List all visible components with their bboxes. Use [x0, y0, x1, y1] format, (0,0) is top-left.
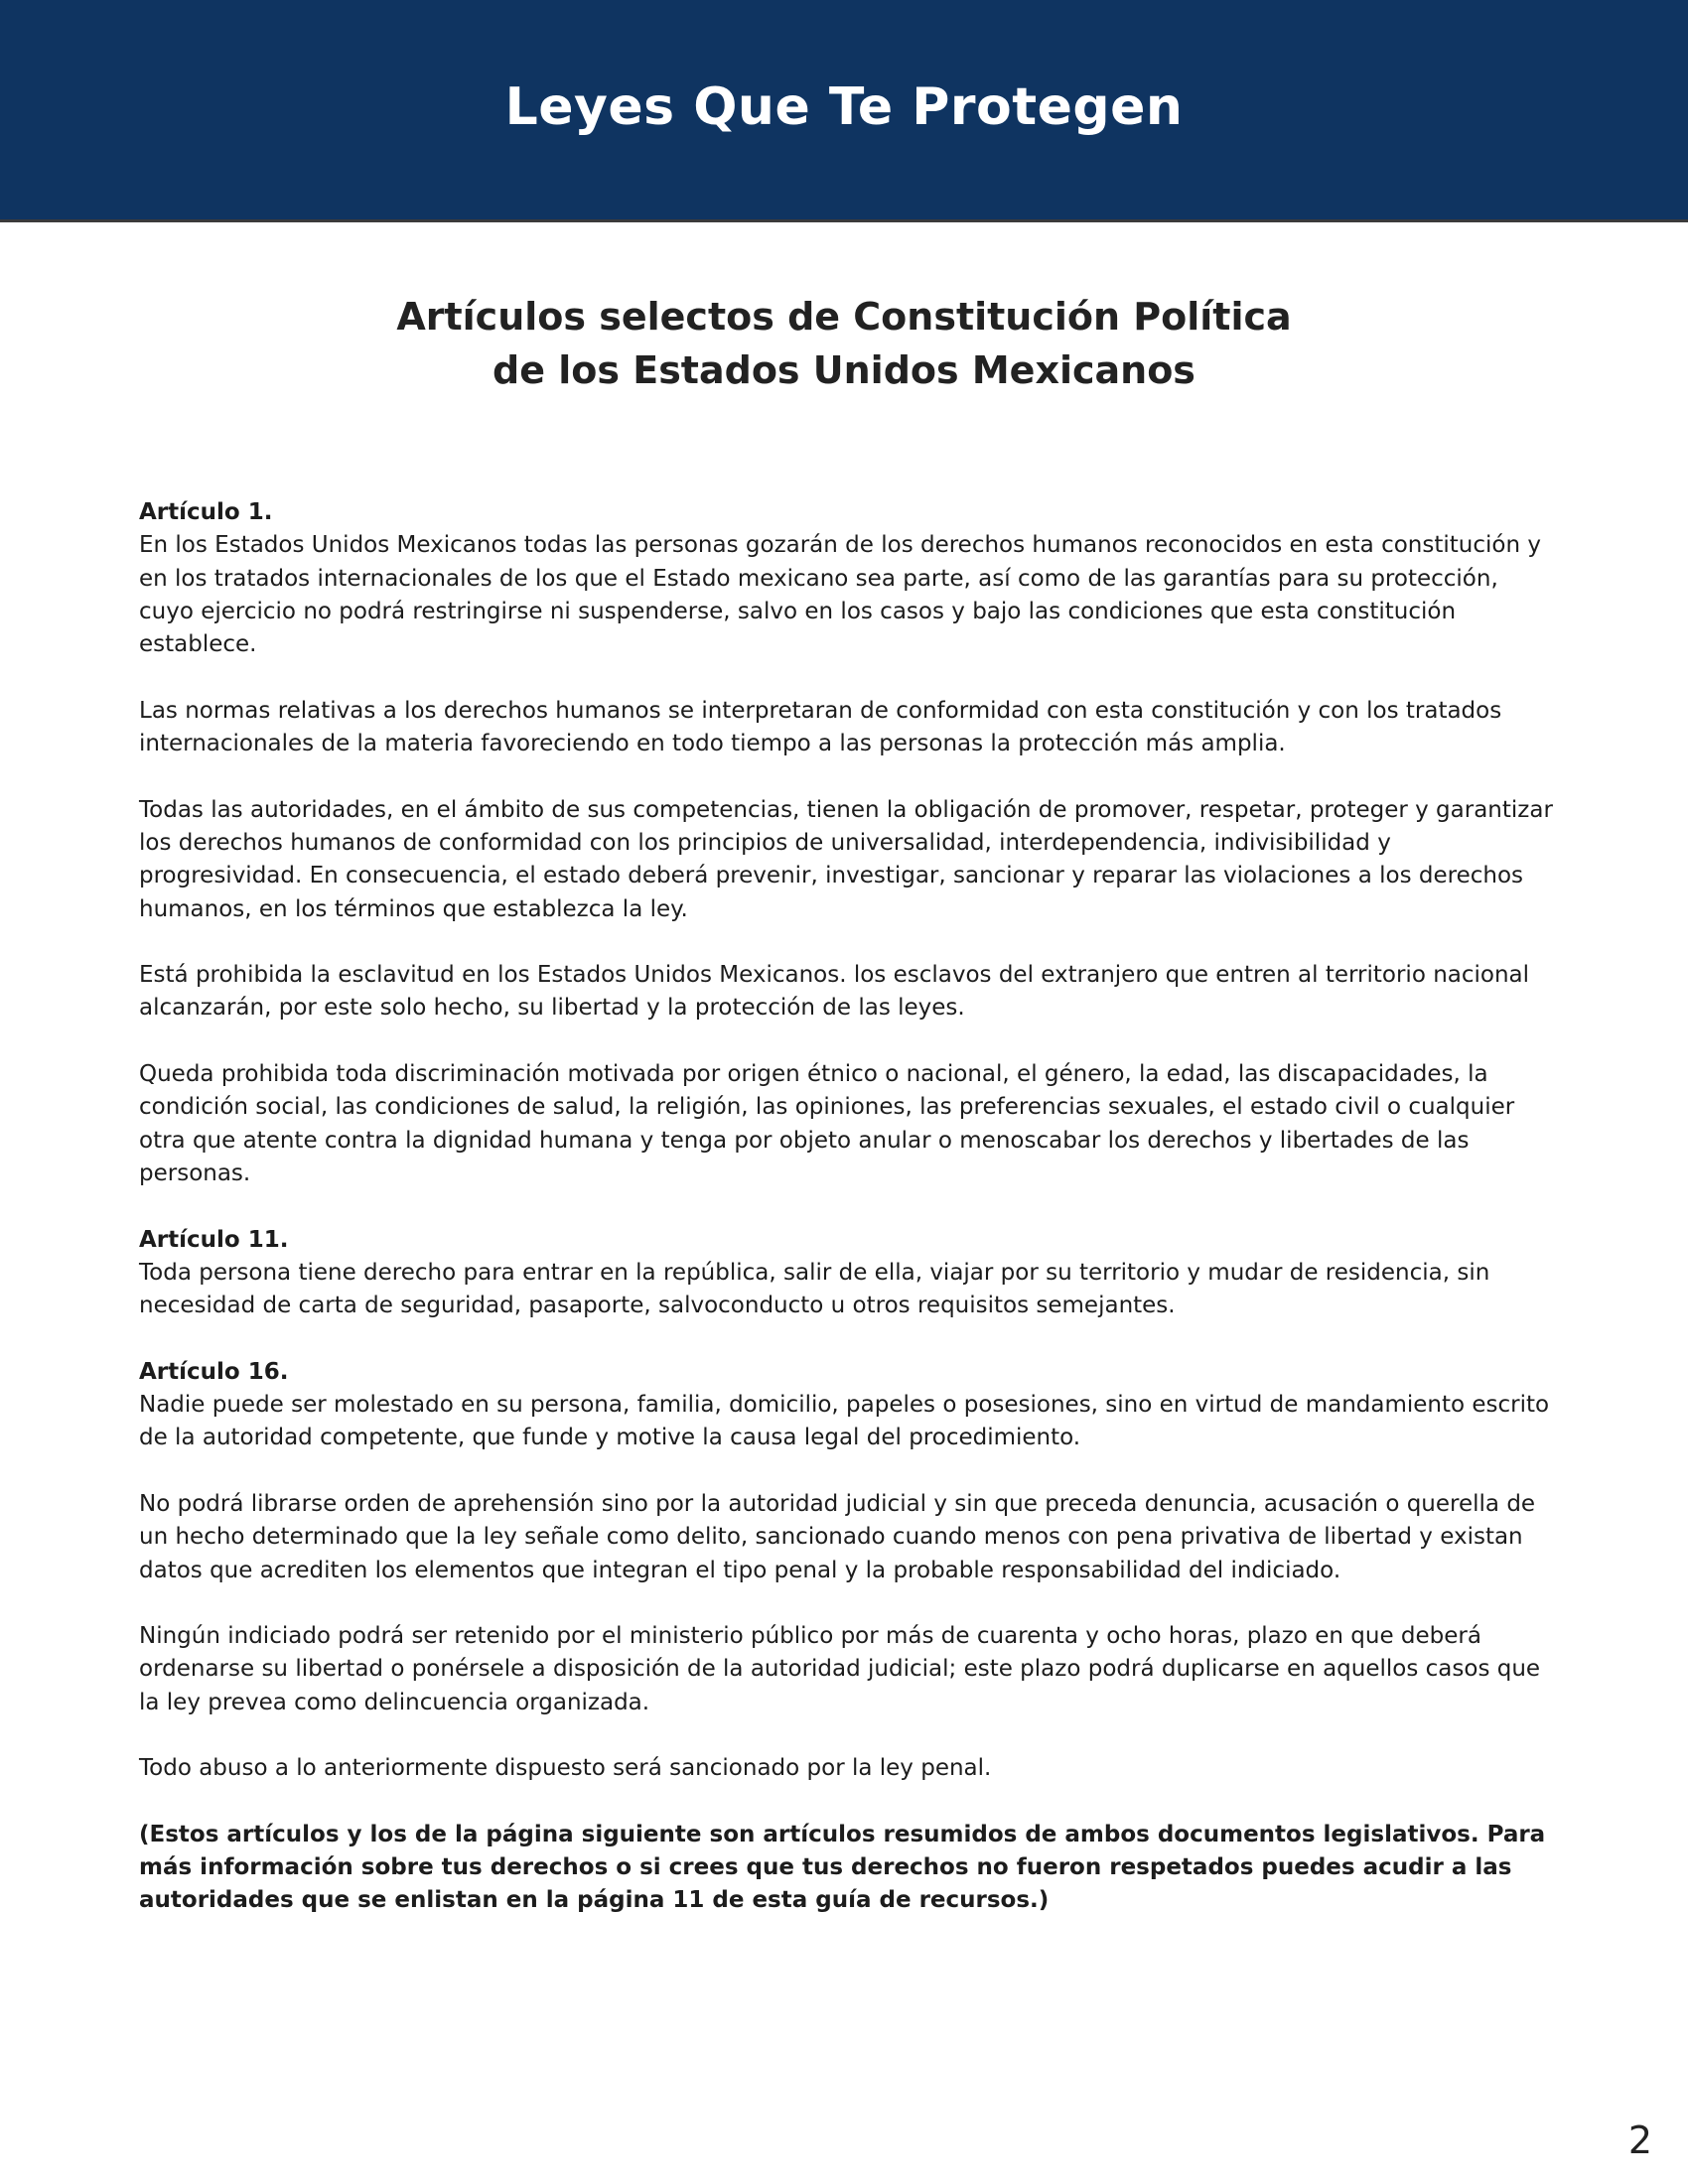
document-title-line-2: de los Estados Unidos Mexicanos — [492, 348, 1196, 392]
article-11-heading: Artículo 11. — [139, 1226, 289, 1253]
article-1-paragraph-4: Está prohibida la esclavitud en los Estados Unidos Mexicanos. los esclavos del extranjero que entren al territorio nacional alcanzarán, por este solo hecho, su libertad y la protección de las leyes. — [139, 962, 1530, 1022]
article-1-paragraph-5: Queda prohibida toda discriminación motivada por origen étnico o nacional, el género, la edad, las discapacidades, la condición social, las condiciones de salud, la religión, las opiniones, las preferencias sexuales, el estado civil o cualquier otra que atente contra la dignidad humana y tenga por objeto anular o menoscabar los derechos y libertades de las personas. — [139, 1061, 1515, 1186]
article-16-text-1: Nadie puede ser molestado en su persona, familia, domicilio, papeles o posesiones, sino en virtud de mandamiento escrito de la autoridad competente, que funde y motive la causa legal del procedimiento. — [139, 1392, 1550, 1451]
summary-note: (Estos artículos y los de la página siguiente son artículos resumidos de ambos documentos legislativos. Para más información sobre tus derechos o si crees que tus derechos no fueron respetados puedes acudir a las autoridades que se enlistan en la página 11 de esta guía de recursos.) — [139, 1821, 1546, 1914]
document-title — [0, 290, 1688, 397]
article-1-paragraph-2: Las normas relativas a los derechos humanos se interpretaran de conformidad con esta constitución y con los tratados internacionales de la materia favoreciendo en todo tiempo a las personas la protección más amplia. — [139, 697, 1502, 757]
article-11-text-1: Toda persona tiene derecho para entrar en la república, salir de ella, viajar por su territorio y mudar de residencia, sin necesidad de carta de seguridad, pasaporte, salvoconducto u otros requisitos semejantes. — [139, 1259, 1490, 1319]
article-16-paragraph-2: No podrá librarse orden de aprehensión sino por la autoridad judicial y sin que preceda denuncia, acusación o querella de un hecho determinado que la ley señale como delito, sancionado cuando menos con pena privativa de libertad y existan datos que acrediten los elementos que integran el tipo penal y la probable responsabilidad del indiciado. — [139, 1490, 1536, 1583]
page-number: 2 — [1627, 2118, 1652, 2162]
article-1-text-1: En los Estados Unidos Mexicanos todas las personas gozarán de los derechos humanos reconocidos en esta constitución y en los tratados internacionales de los que el Estado mexicano sea parte, así como de las garantías para su protección, cuyo ejercicio no podrá restringirse ni suspenderse, salvo en los casos y bajo las condiciones que esta constitución establece. — [139, 532, 1541, 658]
article-1-heading: Artículo 1. — [139, 499, 273, 525]
article-16-heading: Artículo 16. — [139, 1358, 289, 1385]
article-16-paragraph-1 — [139, 1356, 1559, 1455]
article-1-paragraph-1 — [139, 496, 1559, 661]
article-16-paragraph-4: Todo abuso a lo anteriormente dispuesto será sancionado por la ley penal. — [139, 1755, 992, 1782]
header-banner — [0, 0, 1688, 222]
article-1-paragraph-3: Todas las autoridades, en el ámbito de sus competencias, tienen la obligación de promover, respetar, proteger y garantizar los derechos humanos de conformidad con los principios de universalidad, interdependencia, indivisibilidad y progresividad. En consecuencia, el estado deberá prevenir, investigar, sancionar y reparar las violaciones a los derechos humanos, en los términos que establezca la ley. — [139, 796, 1553, 922]
header-title: Leyes Que Te Protegen — [504, 76, 1184, 137]
article-16-paragraph-3: Ningún indiciado podrá ser retenido por el ministerio público por más de cuarenta y ocho horas, plazo en que deberá ordenarse su libertad o ponérsele a disposición de la autoridad judicial; este plazo podrá duplicarse en aquellos casos que la ley prevea como delincuencia organizada. — [139, 1623, 1541, 1715]
document-body — [139, 496, 1559, 1951]
document-title-line-1: Artículos selectos de Constitución Política — [396, 295, 1292, 339]
article-11-paragraph-1 — [139, 1224, 1559, 1323]
